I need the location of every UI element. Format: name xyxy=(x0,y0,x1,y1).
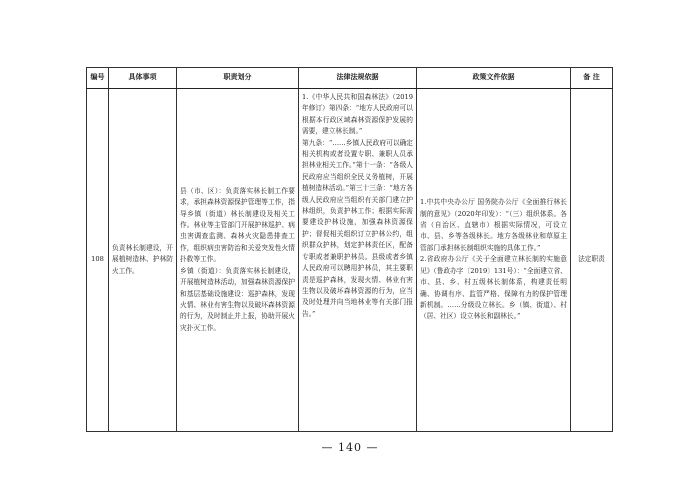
row-duties: 县（市、区）：负责落实林长制工作要求，承担森林资源保护管理等工作，指导乡镇（街道）林长制建设及相关工作。林业等主管部门开展护林巡护、病虫害调查监测、森林火灾隐患排查工作，组织病虫害防治和关爱突发性火情扑救等工作。 乡镇（街道）：负责落实林长制建设，开展植树造林活动，加强森林资源保护和基层基础设施建设：巡护森林，发现火情、林业有害生物以及破坏森林资源的行为，及时制止并上报，协助开展火灾扑灭工作。 xyxy=(180,186,295,332)
row-legal-cell xyxy=(299,89,417,432)
page-number: — 140 — xyxy=(321,441,379,454)
header-item: 具体事项 xyxy=(109,68,177,89)
row-item: 负责林长制建设，开展植树造林、护林防火工作。 xyxy=(112,243,173,275)
row-remark: 法定职责 xyxy=(578,255,605,264)
header-legal-basis: 法律法规依据 xyxy=(299,68,417,89)
row-number-cell xyxy=(87,89,109,432)
header-duties: 职责划分 xyxy=(177,68,299,89)
header-policy-basis: 政策文件依据 xyxy=(417,68,571,89)
header-number: 编号 xyxy=(87,68,109,89)
row-number: 108 xyxy=(91,255,104,264)
row-policy-cell xyxy=(417,89,571,432)
table-row xyxy=(87,89,613,432)
responsibility-table xyxy=(86,67,613,432)
row-remark-cell xyxy=(571,89,613,432)
row-duties-cell xyxy=(177,89,299,432)
row-policy-basis: 1.中共中央办公厅 国务院办公厅《全面推行林长制的意见》（2020年印发）：“（三）组织体系。各省（自治区、直辖市）根据实际情况，可设立市、县、乡等各级林长。地方各级林业和草原主管部门承担林长制组织实施的具体工作。” 2.省政府办公厅《关于全面建立林长制的实施意见》（鲁政办字〔2019〕131号）：“全面建立省、市、县、乡、村五级林长制体系，构建责任明确、协调有序、监管严格、保障有力的保护管理新机制。……分级设立林长。乡（镇、街道）、村（居、社区）设立林长和副林长。” xyxy=(420,198,567,321)
table-header-row xyxy=(87,68,613,89)
row-legal-basis: 1.《中华人民共和国森林法》（2019年修订）第四条：“地方人民政府可以根据本行政区域森林资源保护发展的需要，建立林长制。” 第九条：“……乡镇人民政府可以确定相关机构或者设置专职、兼职人员承担林业相关工作。”第十一条：“各级人民政府应当组织全民义务植树，开展植树造林活动。”第三十三条：“地方各级人民政府应当组织有关部门建立护林组织，负责护林工作；根据实际需要建设护林设施，加强森林资源保护；督促相关组织订立护林公约，组织群众护林，划定护林责任区，配备专职或者兼职护林员。县级或者乡镇人民政府可以聘用护林员，其主要职责是巡护森林，发现火情、林业有害生物以及破坏森林资源的行为，应当及时处理并向当地林业等有关部门报告。” xyxy=(302,93,413,318)
header-remark: 备 注 xyxy=(571,68,613,89)
row-item-cell xyxy=(109,89,177,432)
